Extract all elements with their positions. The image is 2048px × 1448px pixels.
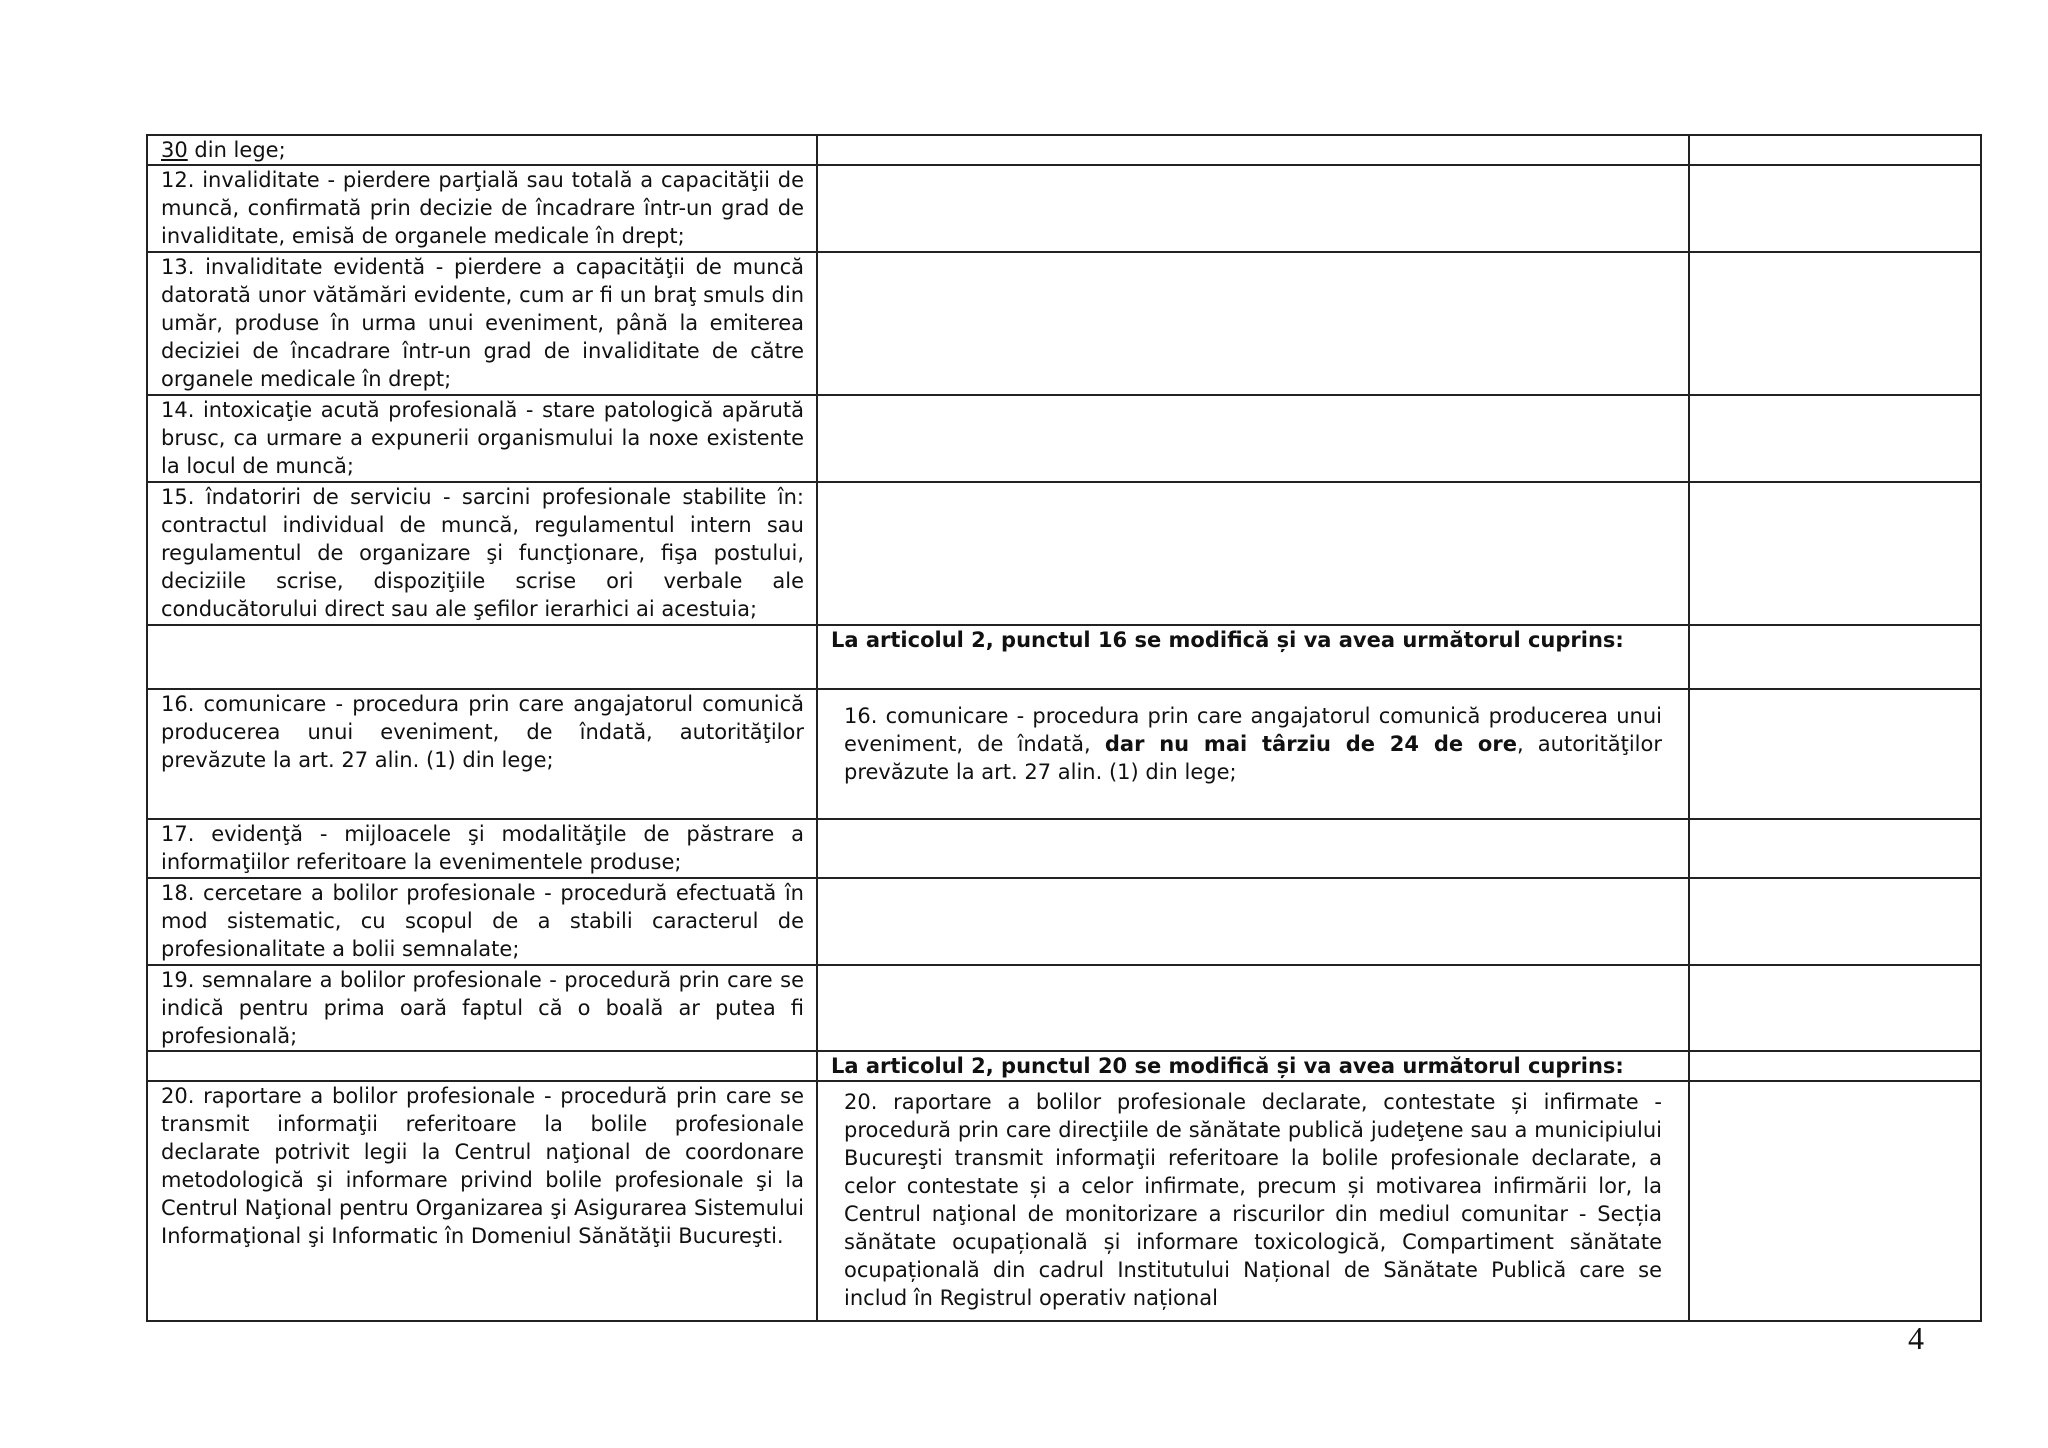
table-row [147,1081,1981,1321]
notes-cell [1689,395,1981,482]
amendment-text-cell: 16. comunicare - procedura prin care angajatorul comunică producerea unui eveniment, de îndată, dar nu mai târziu de 24 de ore, autorităţilor prevăzute la art. 27 alin. (1) din lege; [817,689,1689,819]
existing-text-cell: 12. invaliditate - pierdere parţială sau totală a capacităţii de muncă, confirmată prin decizie de încadrare într-un grad de invaliditate, emisă de organele medicale în drept; [147,165,817,252]
notes-cell [1689,878,1981,965]
amendment-heading: La articolul 2, punctul 20 se modifică și va avea următorul cuprins: [817,1051,1689,1081]
amendment-cell [817,165,1689,252]
notes-cell [1689,135,1981,165]
existing-text-cell: 15. îndatoriri de serviciu - sarcini profesionale stabilite în: contractul individual de muncă, regulamentul intern sau regulamentul de organizare şi funcţionare, fişa postului, deciziile scrise, dispoziţiile scrise ori verbale ale conducătorului direct sau ale şefilor ierarhici ai acestuia; [147,482,817,625]
existing-text-cell: 30 din lege; [147,135,817,165]
existing-text-cell: 16. comunicare - procedura prin care angajatorul comunică producerea unui eveniment, de îndată, autorităţilor prevăzute la art. 27 alin. (1) din lege; [147,689,817,819]
table-row [147,878,1981,965]
notes-cell [1689,819,1981,878]
existing-text-cell: 18. cercetare a bolilor profesionale - procedură efectuată în mod sistematic, cu scopul de a stabili caracterul de profesionalitate a bolii semnalate; [147,878,817,965]
table-row [147,819,1981,878]
comparison-table [146,134,1982,1322]
notes-cell [1689,482,1981,625]
notes-cell [1689,1051,1981,1081]
amendment-heading: La articolul 2, punctul 16 se modifică și va avea următorul cuprins: [817,625,1689,689]
existing-text-cell: 20. raportare a bolilor profesionale - procedură prin care se transmit informaţii referitoare la bolile profesionale declarate potrivit legii la Centrul naţional de coordonare metodologică şi informare privind bolile profesionale şi la Centrul Naţional pentru Organizarea şi Asigurarea Sistemului Informaţional şi Informatic în Domeniul Sănătăţii Bucureşti. [147,1081,817,1321]
amendment-cell [817,395,1689,482]
table-row [147,625,1981,689]
table-row [147,965,1981,1051]
existing-text-cell: 19. semnalare a bolilor profesionale - procedură prin care se indică pentru prima oară faptul că o boală ar putea fi profesională; [147,965,817,1051]
existing-text-cell: 13. invaliditate evidentă - pierdere a capacităţii de muncă datorată unor vătămări evidente, cum ar fi un braţ smuls din umăr, produse în urma unui eveniment, până la emiterea deciziei de încadrare într-un grad de invaliditate de către organele medicale în drept; [147,252,817,395]
table-row [147,165,1981,252]
notes-cell [1689,165,1981,252]
page-number: 4 [1908,1320,1924,1356]
notes-cell [1689,252,1981,395]
table-row [147,252,1981,395]
amendment-cell [817,135,1689,165]
amendment-cell [817,965,1689,1051]
notes-cell [1689,965,1981,1051]
notes-cell [1689,625,1981,689]
existing-text-cell: 17. evidenţă - mijloacele şi modalităţile de păstrare a informaţiilor referitoare la evenimentele produse; [147,819,817,878]
table-row [147,482,1981,625]
table-row [147,1051,1981,1081]
table-row [147,135,1981,165]
amendment-text-cell: 20. raportare a bolilor profesionale declarate, contestate și infirmate - procedură prin care direcţiile de sănătate publică judeţene sau a municipiului Bucureşti transmit informaţii referitoare la bolile profesionale declarate, a celor contestate și a celor infirmate, precum și motivarea infirmării lor, la Centrul naţional de monitorizare a riscurilor din mediul comunitar - Secția sănătate ocupațională și informare toxicologică, Compartiment sănătate ocupațională din cadrul Institutului Național de Sănătate Publică care se includ în Registrul operativ național [817,1081,1689,1321]
notes-cell [1689,1081,1981,1321]
law-article-link[interactable]: 30 [161,138,188,162]
amendment-cell [817,819,1689,878]
amendment-emphasis: dar nu mai târziu de 24 de ore [1104,732,1517,756]
amendment-cell [817,482,1689,625]
existing-text-cell [147,1051,817,1081]
amendment-cell [817,878,1689,965]
notes-cell [1689,689,1981,819]
existing-text-cell [147,625,817,689]
existing-text-cell: 14. intoxicaţie acută profesională - stare patologică apărută brusc, ca urmare a expunerii organismului la noxe existente la locul de muncă; [147,395,817,482]
amendment-cell [817,252,1689,395]
table-row [147,395,1981,482]
table-row [147,689,1981,819]
